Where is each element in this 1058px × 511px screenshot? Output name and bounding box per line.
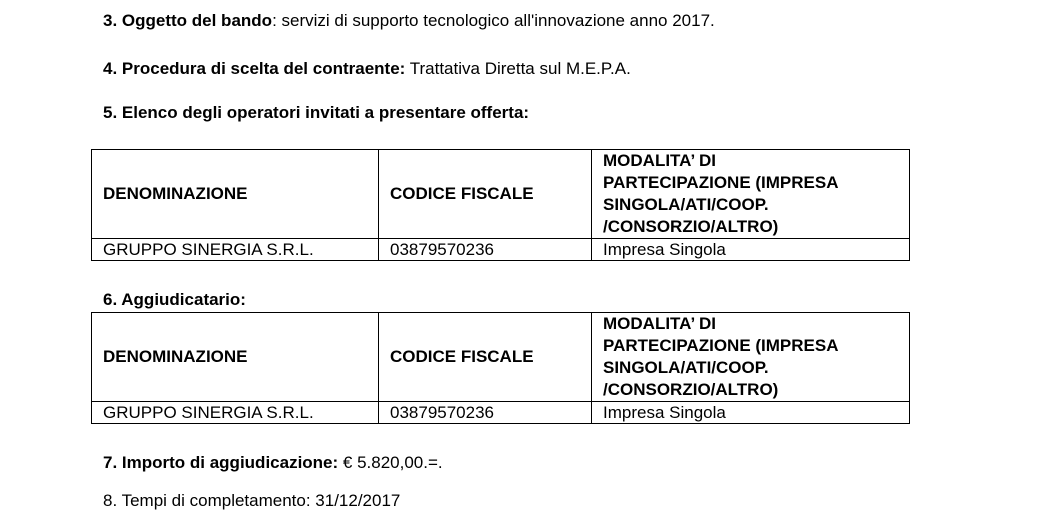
header-codice-fiscale: CODICE FISCALE — [379, 313, 592, 402]
section-4-label: 4. Procedura di scelta del contraente: — [103, 59, 406, 78]
cell-denominazione: GRUPPO SINERGIA S.R.L. — [92, 239, 379, 261]
header-modalita: MODALITA’ DI PARTECIPAZIONE (IMPRESA SINGOLA/ATI/COOP. /CONSORZIO/ALTRO) — [592, 313, 910, 402]
cell-codice-fiscale: 03879570236 — [379, 239, 592, 261]
header-modalita: MODALITA’ DI PARTECIPAZIONE (IMPRESA SINGOLA/ATI/COOP. /CONSORZIO/ALTRO) — [592, 150, 910, 239]
table-row — [92, 402, 910, 424]
table-header-row — [92, 150, 910, 239]
section-8-partial-text: 8. Tempi di completamento: 31/12/2017 — [103, 491, 401, 510]
section-7-value: € 5.820,00.=. — [338, 453, 443, 472]
cell-codice-fiscale: 03879570236 — [379, 402, 592, 424]
header-denominazione: DENOMINAZIONE — [92, 150, 379, 239]
section-3-object — [103, 11, 715, 31]
cell-denominazione: GRUPPO SINERGIA S.R.L. — [92, 402, 379, 424]
section-6-label: 6. Aggiudicatario: — [103, 290, 246, 309]
section-4-procedure — [103, 59, 631, 79]
section-7-label: 7. Importo di aggiudicazione: — [103, 453, 339, 472]
cell-modalita: Impresa Singola — [592, 402, 910, 424]
section-6-awardee — [103, 290, 246, 310]
table-header-row — [92, 313, 910, 402]
section-4-value: Trattativa Diretta sul M.E.P.A. — [405, 59, 631, 78]
cell-modalita: Impresa Singola — [592, 239, 910, 261]
section-3-label: 3. Oggetto del bando — [103, 11, 273, 30]
header-codice-fiscale: CODICE FISCALE — [379, 150, 592, 239]
section-8-partial — [103, 488, 523, 510]
section-7-award-amount — [103, 453, 443, 473]
section-5-invited-operators — [103, 103, 529, 123]
header-denominazione: DENOMINAZIONE — [92, 313, 379, 402]
table-row — [92, 239, 910, 261]
section-3-value: : servizi di supporto tecnologico all'innovazione anno 2017. — [272, 11, 715, 30]
awardee-table — [91, 312, 910, 424]
invited-operators-table — [91, 149, 910, 261]
section-5-label: 5. Elenco degli operatori invitati a presentare offerta: — [103, 103, 530, 122]
